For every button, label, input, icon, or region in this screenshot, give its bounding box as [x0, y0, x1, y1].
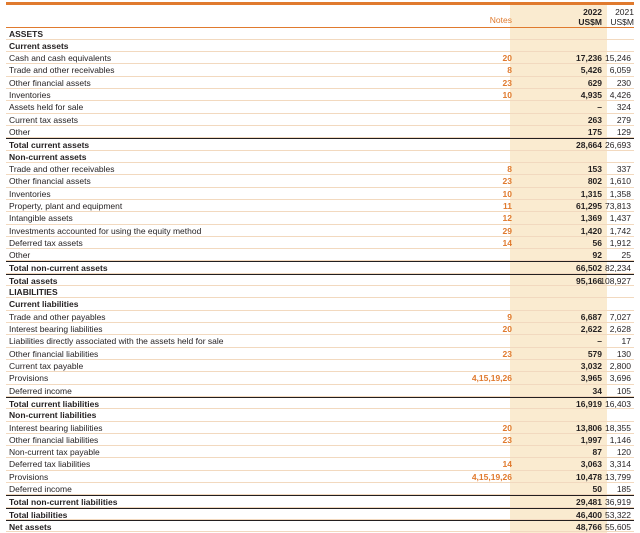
row-value-2022: 5,426: [580, 65, 602, 76]
row-value-2021: 120: [616, 447, 631, 458]
row-value-2022: 579: [587, 348, 602, 359]
row-label: Other financial liabilities: [9, 348, 99, 359]
row-value-2021: 18,355: [605, 422, 631, 433]
row-label: Deferred tax liabilities: [9, 459, 91, 470]
row-value-2022: 10,478: [576, 471, 602, 482]
row-note: 10: [502, 90, 512, 101]
row-value-2022: 17,236: [576, 53, 602, 64]
column-header: [6, 5, 634, 27]
year-2022-label: 2022: [583, 7, 602, 17]
year-2022-header: [510, 7, 602, 27]
row-value-2022: 263: [587, 114, 602, 125]
row-label: Trade and other payables: [9, 311, 106, 322]
table-row: [6, 114, 634, 126]
table-row: [6, 237, 634, 249]
row-label: Liabilities directly associated with the assets held for sale: [9, 336, 224, 347]
section-row: [6, 286, 634, 298]
row-label: Total current assets: [9, 140, 90, 151]
row-note: 23: [502, 348, 512, 359]
row-value-2022: 3,032: [580, 360, 602, 371]
sub-row: [6, 298, 634, 310]
row-label: Provisions: [9, 373, 49, 384]
row-label: Current assets: [9, 40, 69, 51]
year-2021-label: 2021: [615, 7, 634, 17]
row-label: Intangible assets: [9, 213, 73, 224]
table-row: [6, 225, 634, 237]
row-label: Deferred tax assets: [9, 237, 83, 248]
row-label: Inventories: [9, 188, 51, 199]
row-label: Other financial assets: [9, 176, 91, 187]
row-value-2021: 1,912: [609, 237, 631, 248]
table-row: [6, 483, 634, 495]
row-note: 20: [502, 324, 512, 334]
row-value-2021: 337: [616, 163, 631, 174]
row-value-2021: 15,246: [605, 53, 631, 64]
sub-row: [6, 40, 634, 52]
sub-row: [6, 409, 634, 421]
row-value-2022: 16,919: [576, 398, 602, 409]
table-row: [6, 471, 634, 483]
row-value-2021: 4,426: [609, 90, 631, 101]
row-note: 23: [502, 176, 512, 187]
row-value-2021: 105: [616, 385, 631, 396]
table-row: [6, 434, 634, 446]
table-row: [6, 52, 634, 64]
row-label: Current tax payable: [9, 360, 84, 371]
table-row: [6, 323, 634, 335]
row-value-2021: 230: [616, 77, 631, 88]
row-value-2021: 73,813: [605, 200, 631, 211]
row-label: Non-current assets: [9, 151, 87, 162]
row-value-2022: 13,806: [576, 422, 602, 433]
row-value-2021: 2,800: [609, 360, 631, 371]
row-value-2022: 629: [587, 77, 602, 88]
row-value-2021: 17: [621, 336, 631, 347]
row-label: Total non-current assets: [9, 263, 108, 274]
row-value-2022: 28,664: [576, 140, 602, 151]
row-label: Deferred income: [9, 484, 72, 495]
row-value-2021: 2,628: [609, 324, 631, 334]
total-row: [6, 495, 634, 507]
table-row: [6, 249, 634, 261]
row-label: Non-current liabilities: [9, 410, 97, 421]
row-label: LIABILITIES: [9, 287, 58, 298]
row-value-2021: 1,742: [609, 225, 631, 236]
year-2022-unit: US$M: [578, 17, 602, 27]
row-label: Deferred income: [9, 385, 72, 396]
row-value-2021: 16,403: [605, 398, 631, 409]
row-value-2022: –: [597, 102, 602, 113]
row-label: Property, plant and equipment: [9, 200, 123, 211]
row-value-2022: 1,997: [580, 434, 602, 445]
row-note: 20: [502, 422, 512, 433]
sub-row: [6, 151, 634, 163]
row-value-2021: 279: [616, 114, 631, 125]
row-value-2021: 130: [616, 348, 631, 359]
row-value-2022: 87: [592, 447, 602, 458]
total-row: [6, 508, 634, 520]
row-value-2021: 13,799: [605, 471, 631, 482]
row-value-2021: 129: [616, 127, 631, 137]
row-value-2022: 802: [587, 176, 602, 187]
row-value-2021: 185: [616, 484, 631, 495]
row-value-2022: 46,400: [576, 509, 602, 520]
row-value-2022: 2,622: [580, 324, 602, 334]
row-value-2021: 7,027: [609, 311, 631, 322]
row-note: 10: [502, 188, 512, 199]
row-value-2021: 1,146: [609, 434, 631, 445]
table-row: [6, 101, 634, 113]
row-label: Other financial assets: [9, 77, 91, 88]
row-value-2022: 1,420: [580, 225, 602, 236]
total-row: [6, 138, 634, 150]
row-note: 4,15,19,26: [471, 373, 512, 384]
table-row: [6, 163, 634, 175]
row-note: 14: [502, 237, 512, 248]
row-note: 14: [502, 459, 512, 470]
row-label: ASSETS: [9, 28, 44, 39]
row-label: Current tax assets: [9, 114, 78, 125]
row-value-2022: 4,935: [580, 90, 602, 101]
row-value-2022: 1,315: [580, 188, 602, 199]
total-row: [6, 520, 634, 532]
row-note: 23: [502, 434, 512, 445]
row-value-2022: 3,063: [580, 459, 602, 470]
row-note: 12: [502, 213, 512, 224]
section-row: [6, 28, 634, 40]
row-label: Trade and other receivables: [9, 65, 115, 76]
table-body: [6, 28, 634, 533]
row-value-2022: 153: [587, 163, 602, 174]
row-value-2022: 6,687: [580, 311, 602, 322]
row-value-2022: 3,965: [580, 373, 602, 384]
row-note: 20: [502, 53, 512, 64]
table-row: [6, 335, 634, 347]
table-row: [6, 360, 634, 372]
table-row: [6, 77, 634, 89]
row-value-2021: 25: [621, 250, 631, 261]
row-value-2022: 61,295: [576, 200, 602, 211]
row-label: Other: [9, 127, 31, 137]
row-label: Investments accounted for using the equity method: [9, 225, 202, 236]
table-row: [6, 175, 634, 187]
row-label: Total assets: [9, 275, 58, 286]
table-row: [6, 458, 634, 470]
table-row: [6, 385, 634, 397]
row-note: 4,15,19,26: [471, 471, 512, 482]
row-value-2022: 29,481: [576, 497, 602, 508]
row-value-2022: 56: [592, 237, 602, 248]
row-value-2021: 1,610: [609, 176, 631, 187]
row-note: 11: [503, 200, 512, 211]
table-row: [6, 422, 634, 434]
row-label: Trade and other receivables: [9, 163, 115, 174]
notes-column-header: Notes: [489, 15, 512, 25]
row-value-2022: 66,502: [576, 263, 602, 274]
table-row: [6, 200, 634, 212]
row-value-2021: 1,437: [609, 213, 631, 224]
row-note: 29: [502, 225, 512, 236]
row-note: 23: [502, 77, 512, 88]
row-value-2022: 1,369: [580, 213, 602, 224]
table-row: [6, 446, 634, 458]
row-value-2022: 34: [592, 385, 602, 396]
row-note: 9: [507, 311, 512, 322]
row-value-2022: 95,166: [576, 275, 602, 286]
row-value-2021: 55,605: [605, 522, 631, 532]
table-row: [6, 348, 634, 360]
table-row: [6, 212, 634, 224]
year-2021-header: [606, 7, 634, 27]
row-label: Net assets: [9, 522, 52, 532]
row-note: 8: [507, 65, 512, 76]
row-label: Provisions: [9, 471, 49, 482]
table-row: [6, 126, 634, 138]
row-value-2021: 3,696: [609, 373, 631, 384]
row-value-2021: 1,358: [609, 188, 631, 199]
table-row: [6, 188, 634, 200]
table-row: [6, 89, 634, 101]
row-label: Total current liabilities: [9, 398, 100, 409]
row-label: Interest bearing liabilities: [9, 422, 103, 433]
row-value-2021: 3,314: [609, 459, 631, 470]
row-value-2021: 36,919: [605, 497, 631, 508]
row-value-2021: 324: [616, 102, 631, 113]
total-row: [6, 261, 634, 273]
row-note: 8: [507, 163, 512, 174]
row-value-2021: 82,234: [605, 263, 631, 274]
row-value-2022: 92: [592, 250, 602, 261]
total-row: [6, 274, 634, 286]
row-label: Total non-current liabilities: [9, 497, 118, 508]
row-label: Interest bearing liabilities: [9, 324, 103, 334]
row-label: Total liabilities: [9, 509, 68, 520]
row-label: Assets held for sale: [9, 102, 84, 113]
row-label: Non-current tax payable: [9, 447, 100, 458]
row-label: Other financial liabilities: [9, 434, 99, 445]
row-value-2021: 108,927: [600, 275, 631, 286]
table-row: [6, 64, 634, 76]
row-value-2022: –: [597, 336, 602, 347]
total-row: [6, 397, 634, 409]
row-value-2022: 50: [592, 484, 602, 495]
row-value-2022: 48,766: [576, 522, 602, 532]
year-2021-unit: US$M: [610, 17, 634, 27]
row-value-2022: 175: [587, 127, 602, 137]
table-row: [6, 311, 634, 323]
row-value-2021: 53,322: [605, 509, 631, 520]
row-label: Other: [9, 250, 31, 261]
row-label: Current liabilities: [9, 299, 79, 310]
row-label: Inventories: [9, 90, 51, 101]
row-label: Cash and cash equivalents: [9, 53, 112, 64]
row-value-2021: 6,059: [609, 65, 631, 76]
table-row: [6, 372, 634, 384]
row-value-2021: 26,693: [605, 140, 631, 151]
